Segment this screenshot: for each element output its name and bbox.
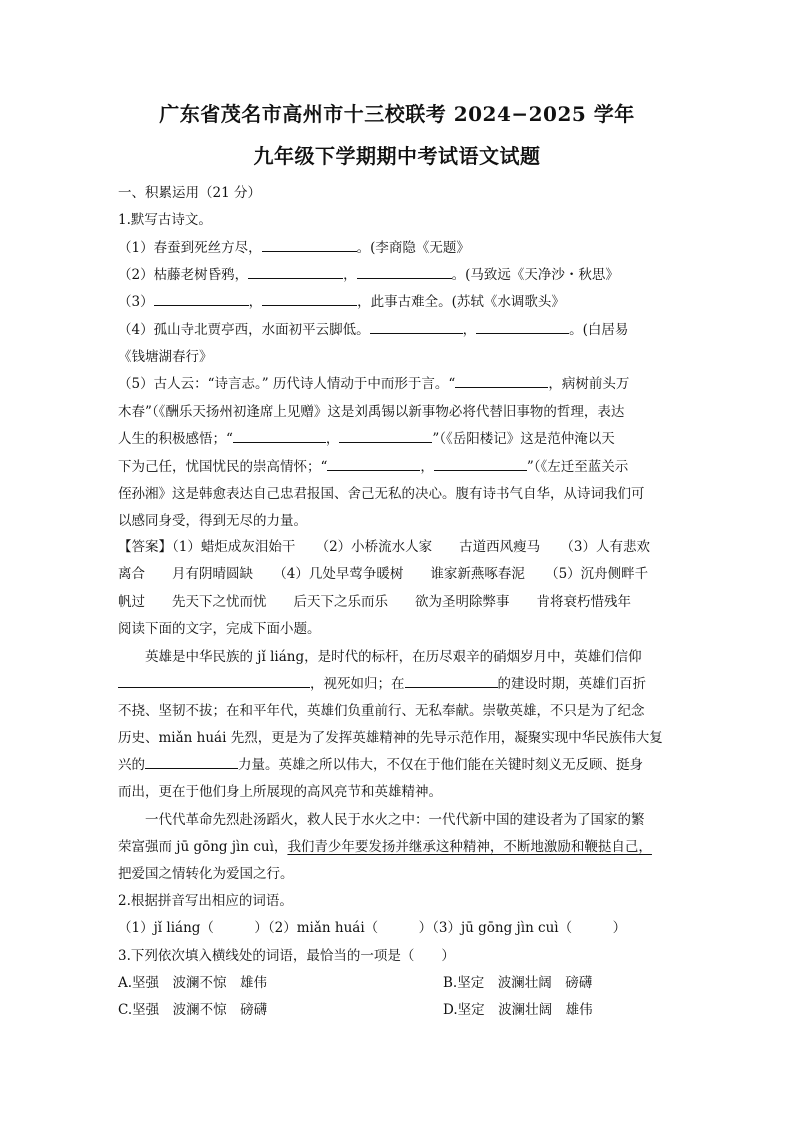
question-1-part-5-line5: 侄孙湘》这是韩愈表达自己忠君报国、舍己无私的决心。腹有诗书气自华，从诗词我们可	[118, 486, 645, 502]
option-a[interactable]: A.坚强 波澜不惊 雄伟	[118, 975, 268, 991]
option-d[interactable]: D.坚定 波澜壮阔 雄伟	[443, 1002, 593, 1018]
reading-intro: 阅读下面的文字，完成下面小题。	[118, 621, 321, 637]
option-b[interactable]: B.坚定 波澜壮阔 磅礴	[443, 975, 593, 991]
passage-line: 一代代革命先烈赴汤蹈火，救人民于水火之中：一代代新中国的建设者为了国家的繁	[118, 812, 645, 828]
passage-line: 不挠、坚韧不拔；在和平年代，英雄们负重前行、无私奉献。崇敬英雄，不只是为了纪念	[118, 703, 645, 719]
question-1-part-4: （4）孤山寺北贾亭西，水面初平云脚低。 ， 。(白居易	[118, 322, 629, 338]
question-3-stem: 3.下列依次填入横线处的词语，最恰当的一项是（ ）	[118, 948, 455, 964]
question-1-part-5-line3: 人生的积极感悟；“ ， ”（《岳阳楼记》这是范仲淹以天	[118, 431, 615, 447]
underlined-sentence: 我们青少年要发扬并继承这种精神，不断地激励和鞭挞自己，	[287, 839, 652, 855]
answer-blank[interactable]	[233, 429, 326, 443]
passage-line: 而出，更在于他们身上所展现的高风亮节和英雄精神。	[118, 784, 442, 800]
question-1-part-4-source: 《钱塘湖春行》	[118, 349, 213, 365]
passage-line: 兴的 力量。英雄之所以伟大，不仅在于他们能在关键时刻义无反顾、挺身	[118, 757, 643, 773]
question-1-part-5-line2: 木春”（《酬乐天扬州初逢席上见赠》这是刘禹锡以新事物必将代替旧事物的哲理，表达	[118, 404, 625, 420]
question-1-stem: 1.默写古诗文。	[118, 212, 212, 228]
answer-blank[interactable]	[327, 457, 420, 471]
question-1-part-3: （3） ， ，此事古难全。(苏轼《水调歌头》	[118, 294, 565, 310]
document-title-line1: 广东省茂名市高州市十三校联考 2024−2025 学年	[159, 102, 635, 126]
answer-blank[interactable]	[357, 265, 452, 279]
question-1-part-1: （1）春蚕到死丝方尽， 。(李商隐《无题》	[118, 240, 470, 256]
passage-line: 荣富强而 jū gōng jìn cuì，我们青少年要发扬并继承这种精神，不断地激励和鞭挞自己，	[118, 839, 652, 855]
answer-blank[interactable]	[248, 265, 343, 279]
answer-line-3: 帆过 先天下之忧而忧 后天下之乐而乐 欲为圣明除弊事 肯将衰朽惜残年	[118, 594, 631, 610]
question-2-items: （1）jǐ liáng（ ）（2）miǎn huái（ ）（3）jū gōng jìn cuì（ ）	[118, 920, 627, 936]
passage-line: ，视死如归；在 的建设时期，英雄们百折	[118, 672, 646, 692]
answer-line-2: 离合 月有阴晴圆缺 （4）几处早莺争暖树 谁家新燕啄春泥 （5）沉舟侧畔千	[118, 566, 649, 582]
answer-blank[interactable]	[370, 320, 463, 334]
answer-blank[interactable]	[434, 457, 527, 471]
passage-line: 英雄是中华民族的 jǐ liáng，是时代的标杆，在历尽艰辛的硝烟岁月中，英雄们信仰	[118, 649, 642, 665]
question-1-part-5-line4: 下为己任，忧国忧民的崇高情怀；“ ， ”（《左迁至蓝关示	[118, 459, 629, 475]
question-1-part-2: （2）枯藤老树昏鸦， ， 。(马致远《天净沙・秋思》	[118, 267, 619, 283]
answer-blank[interactable]	[455, 374, 548, 388]
answer-blank[interactable]	[262, 292, 357, 306]
answer-blank[interactable]	[262, 238, 357, 252]
answer-blank[interactable]	[118, 674, 310, 688]
answer-blank[interactable]	[145, 755, 238, 769]
answer-blank[interactable]	[405, 674, 498, 688]
answer-blank[interactable]	[476, 320, 569, 334]
question-1-part-5-line1: （5）古人云：“诗言志。” 历代诗人情动于中而形于言。“ ，病树前头万	[118, 376, 630, 392]
section-heading: 一、积累运用（21 分）	[118, 185, 261, 201]
option-c[interactable]: C.坚强 波澜不惊 磅礴	[118, 1002, 268, 1018]
answer-blank[interactable]	[339, 429, 432, 443]
passage-line: 历史、miǎn huái 先烈，更是为了发挥英雄精神的先导示范作用，凝聚实现中华民族伟大复	[118, 730, 663, 746]
question-1-part-5-line6: 以感同身受，得到无尽的力量。	[118, 513, 307, 529]
passage-line: 把爱国之情转化为爱国之行。	[118, 866, 294, 882]
answer-line-1: 【答案】（1）蜡炬成灰泪始干 （2）小桥流水人家 古道西风瘦马 （3）人有悲欢	[118, 539, 651, 555]
question-2-stem: 2.根据拼音写出相应的词语。	[118, 893, 293, 909]
answer-blank[interactable]	[154, 292, 249, 306]
document-title-line2: 九年级下学期期中考试语文试题	[253, 144, 541, 168]
